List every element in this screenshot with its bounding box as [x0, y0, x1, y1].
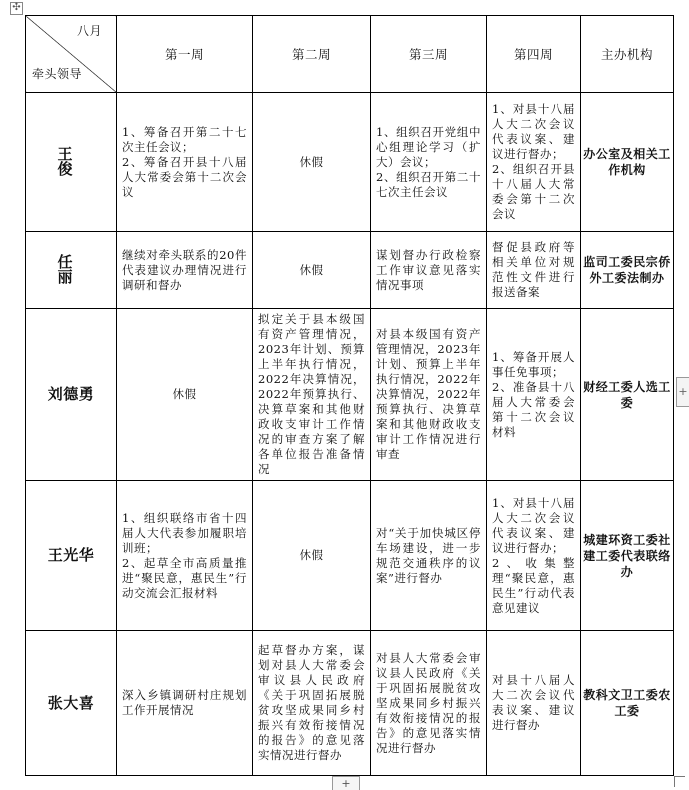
- task-line: 1、对县十八届人大二次会议代表议案、建议进行督办；: [492, 495, 575, 555]
- org-cell: 监司工委民宗侨外工委法制办: [581, 232, 674, 309]
- leader-name: 王 俊: [26, 93, 117, 232]
- org-cell: 办公室及相关工作机构: [581, 93, 674, 232]
- week-3-cell: 谋划督办行政检察工作审议意见落实情况事项: [371, 232, 487, 309]
- leader-name: 刘德勇: [26, 309, 117, 481]
- week-3-cell: [371, 93, 487, 232]
- week-2-cell: 起草督办方案，谋划对县人大常委会审议县人民政府《关于巩固拓展脱贫攻坚成果同乡村振兴有效衔接情况的报告》的意见落实情况进行督办: [253, 631, 371, 776]
- leader-label: 牵头领导: [32, 67, 83, 81]
- schedule-table: [25, 15, 674, 776]
- task-line: 2、起草全市高质量推进“聚民意，惠民生”行动交流会汇报材料: [122, 555, 247, 600]
- week-2-header: 第二周: [253, 16, 371, 93]
- diagonal-header-cell: [26, 16, 117, 93]
- week-4-cell: [487, 481, 581, 631]
- week-1-header: 第一周: [117, 16, 253, 93]
- task-line: 2、组织召开县十八届人大常委会第十二次会议: [492, 162, 575, 221]
- week-1-cell: 继续对牵头联系的20件代表建议办理情况进行调研和督办: [117, 232, 253, 309]
- task-line: 1、对县十八届人大二次会议代表议案、建议进行督办；: [492, 102, 575, 161]
- table-resize-handle-icon[interactable]: [674, 776, 685, 787]
- week-4-cell: 督促县政府等相关单位对规范性文件进行报送备案: [487, 232, 581, 309]
- schedule-body: [26, 16, 674, 776]
- leader-name: 任 丽: [26, 232, 117, 309]
- table-row: [26, 481, 674, 631]
- week-3-cell: 对“关于加快城区停车场建设，进一步规范交通秩序的议案”进行督办: [371, 481, 487, 631]
- table-row: [26, 93, 674, 232]
- week-1-cell: 深入乡镇调研村庄规划工作开展情况: [117, 631, 253, 776]
- week-3-cell: 对县人大常委会审议县人民政府《关于巩固拓展脱贫攻坚成果同乡村振兴有效衔接情况的报告》的意见落实情况进行督办: [371, 631, 487, 776]
- week-3-cell: 对县本级国有资产管理情况，2023年计划、预算上半年执行情况，2022年决算情况，2022年预算执行、决算草案和其他财政收支审计工作情况进行审查: [371, 309, 487, 481]
- table-row: [26, 631, 674, 776]
- table-move-handle-icon[interactable]: ✣: [10, 2, 23, 15]
- add-row-icon[interactable]: +: [332, 776, 360, 790]
- task-line: 2、筹备召开县十八届人大常委会第十二次会议: [122, 154, 247, 199]
- week-2-cell: 休假: [253, 232, 371, 309]
- org-cell: 财经工委人选工委: [581, 309, 674, 481]
- week-1-cell: [117, 93, 253, 232]
- org-cell: 城建环资工委社建工委代表联络办: [581, 481, 674, 631]
- org-cell: 教科文卫工委农工委: [581, 631, 674, 776]
- task-line: 2、组织召开第二十七次主任会议: [376, 169, 481, 199]
- leader-name: 王光华: [26, 481, 117, 631]
- header-row: [26, 16, 674, 93]
- task-line: 1、组织召开党组中心组理论学习（扩大）会议；: [376, 124, 481, 169]
- week-1-cell: [117, 481, 253, 631]
- week-3-header: 第三周: [371, 16, 487, 93]
- leader-name: 张大喜: [26, 631, 117, 776]
- table-row: [26, 309, 674, 481]
- week-1-cell: 休假: [117, 309, 253, 481]
- table-row: [26, 232, 674, 309]
- task-line: 2、准备县十八届人大常委会第十二次会议材料: [492, 379, 575, 439]
- week-2-cell: 休假: [253, 93, 371, 232]
- week-4-cell: 对县十八届人大二次会议代表议案、建议进行督办: [487, 631, 581, 776]
- task-line: 1、筹备召开第二十七次主任会议；: [122, 124, 247, 154]
- add-column-icon[interactable]: +: [676, 377, 689, 407]
- week-2-cell: 休假: [253, 481, 371, 631]
- month-label: 八月: [76, 24, 102, 38]
- org-header: 主办机构: [581, 16, 674, 93]
- task-line: 2、收集整理“聚民意，惠民生”行动代表意见建议: [492, 555, 575, 615]
- week-2-cell: 拟定关于县本级国有资产管理情况，2023年计划、预算上半年执行情况，2022年决算情况，2022年预算执行、决算草案和其他财政收支审计工作情况的审查方案了解各单位报告准备情况: [253, 309, 371, 481]
- task-line: 1、组织联络市省十四届人大代表参加履职培训班；: [122, 510, 247, 555]
- week-4-cell: [487, 93, 581, 232]
- week-4-cell: [487, 309, 581, 481]
- week-4-header: 第四周: [487, 16, 581, 93]
- task-line: 1、筹备开展人事任免事项；: [492, 349, 575, 379]
